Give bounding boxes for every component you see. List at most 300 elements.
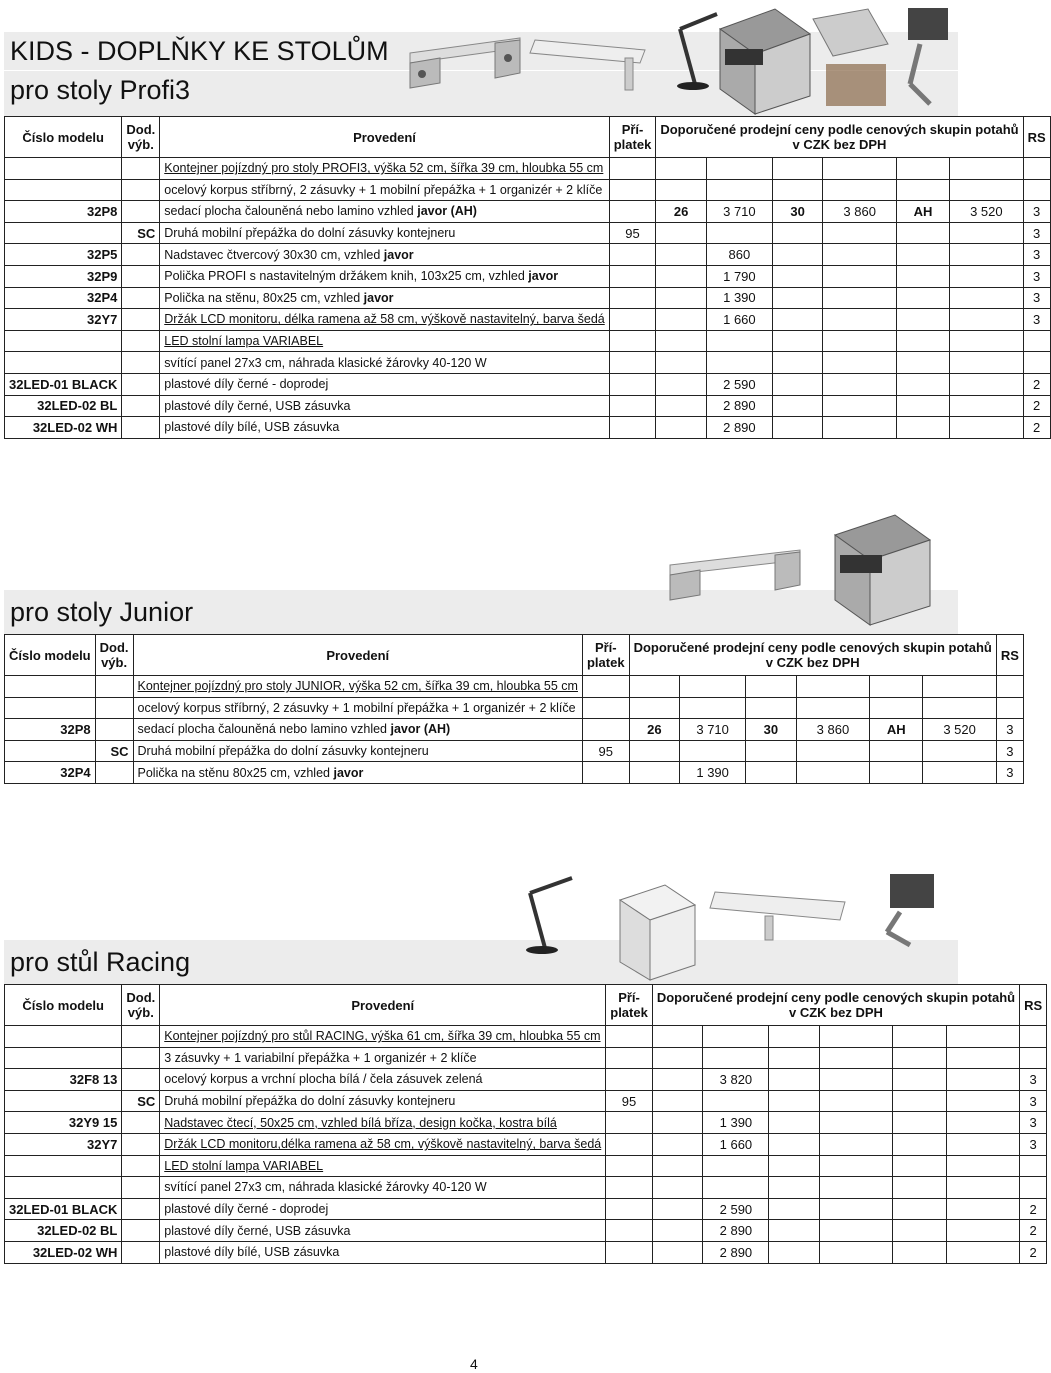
priplatek-value: [606, 1112, 653, 1134]
description: Nadstavec čtvercový 30x30 cm, vzhled javor: [160, 244, 609, 266]
price-cell: [769, 1198, 820, 1220]
priplatek-value: [606, 1177, 653, 1199]
col-header-priplatek: [606, 985, 653, 1026]
price-2: 3 860: [823, 201, 896, 223]
description-finish: javor: [528, 269, 559, 284]
price-cell: [772, 395, 823, 417]
rs-value: [1020, 1026, 1047, 1048]
price-cell: [950, 222, 1023, 244]
rs-value: [1020, 1177, 1047, 1199]
rs-value: [1023, 330, 1050, 352]
description-finish: javor: [363, 290, 394, 305]
description-text: Druhá mobilní přepážka do dolní zásuvky kontejneru: [137, 744, 429, 759]
col-header-priplatek-line2: platek: [610, 1005, 648, 1020]
rs-value: 2: [1023, 373, 1050, 395]
model-code: 32P9: [5, 265, 122, 287]
price-cell: [769, 1090, 820, 1112]
col-header-dod-line2: výb.: [127, 1005, 154, 1020]
monitor-arm-image: [890, 4, 958, 114]
priplatek-value: [609, 395, 656, 417]
price: [703, 1177, 769, 1199]
rs-value: 3: [1023, 309, 1050, 331]
table-row: [5, 417, 1051, 439]
price-cell: [823, 395, 896, 417]
dod-value: [122, 417, 160, 439]
price-cell: [870, 762, 923, 784]
price-group-1: 26: [656, 201, 707, 223]
price-cell: [893, 1090, 946, 1112]
price-cell: [656, 417, 707, 439]
rs-value: [1023, 352, 1050, 374]
table-row: [5, 244, 1051, 266]
description-text: plastové díly černé - doprodej: [164, 377, 329, 392]
price-group-3: AH: [896, 201, 949, 223]
price-cell: [772, 330, 823, 352]
model-code: 32LED-02 WH: [5, 417, 122, 439]
price-cell: [819, 1241, 892, 1263]
dod-value: [95, 762, 133, 784]
price-cell: [652, 1069, 703, 1091]
container-image: [820, 510, 940, 635]
table-row: [5, 1155, 1047, 1177]
col-header-rs: RS: [1023, 117, 1050, 158]
price-cell: [896, 352, 949, 374]
price: 1 790: [706, 265, 772, 287]
priplatek-value: [609, 330, 656, 352]
col-header-dod: [95, 635, 133, 676]
price-cell: [772, 287, 823, 309]
col-header-priplatek-line2: platek: [586, 655, 625, 670]
description-text: Držák LCD monitoru, délka ramena až 58 cm, výškově nastavitelný, barva šedá: [164, 312, 605, 327]
price-cell: [746, 740, 797, 762]
col-header-dod: [122, 117, 160, 158]
price-cell: [796, 697, 869, 719]
price: 1 390: [703, 1112, 769, 1134]
priplatek-value: [609, 287, 656, 309]
col-header-dod-line1: Dod.: [126, 122, 156, 137]
table-row: [5, 265, 1051, 287]
description: [133, 676, 582, 698]
table-row: [5, 740, 1024, 762]
price-cell: [652, 1112, 703, 1134]
price-cell: [769, 1112, 820, 1134]
description-text: plastové díly černé, USB zásuvka: [164, 1223, 351, 1238]
price-cell: [629, 676, 680, 698]
price-cell: [656, 287, 707, 309]
price-cell: [870, 740, 923, 762]
dod-value: [122, 244, 160, 266]
price-cell: [819, 1220, 892, 1242]
description-finish: javor: [383, 247, 414, 262]
price-cell: [893, 1112, 946, 1134]
priplatek-value: 95: [609, 222, 656, 244]
priplatek-value: [609, 201, 656, 223]
model-code: 32LED-02 WH: [5, 1241, 122, 1263]
table-row: [5, 373, 1051, 395]
price: 2 590: [706, 373, 772, 395]
price-cell: [656, 222, 707, 244]
price-cell: [896, 330, 949, 352]
section-title-racing: [4, 940, 958, 984]
priplatek-value: [609, 417, 656, 439]
price-cell: [923, 740, 996, 762]
reading-stand-image: [525, 28, 655, 94]
model-code: [5, 352, 122, 374]
col-header-dod-line2: výb.: [101, 655, 128, 670]
price-cell: [796, 762, 869, 784]
price-cell: [769, 1047, 820, 1069]
price-cell: [946, 1241, 1019, 1263]
dod-value: [122, 1198, 160, 1220]
model-code: [5, 1047, 122, 1069]
price-cell: [772, 352, 823, 374]
price-cell: [896, 179, 949, 201]
price-cell: [923, 676, 996, 698]
price-1: 3 710: [680, 719, 746, 741]
description: sedací plocha čalouněná nebo lamino vzhled javor (AH): [160, 201, 609, 223]
container-image: [705, 4, 815, 124]
dod-value: [122, 287, 160, 309]
priplatek-value: [606, 1198, 653, 1220]
price-cell: [950, 417, 1023, 439]
col-header-price-line2: v CZK bez DPH: [789, 1005, 883, 1020]
table-row: [5, 1241, 1047, 1263]
table-row: [5, 1047, 1047, 1069]
price-cell: [819, 1155, 892, 1177]
price-cell: [746, 697, 797, 719]
price-cell: [950, 395, 1023, 417]
price-cell: [896, 244, 949, 266]
price-cell: [656, 373, 707, 395]
price: [706, 179, 772, 201]
price-cell: [772, 417, 823, 439]
description-text: Druhá mobilní přepážka do dolní zásuvky kontejneru: [164, 226, 456, 241]
description-text: Kontejner pojízdný pro stoly PROFI3, výška 52 cm, šířka 39 cm, hloubka 55 cm: [164, 161, 604, 176]
model-code: 32LED-01 BLACK: [5, 1198, 122, 1220]
price-cell: [896, 417, 949, 439]
col-header-provedeni: Provedení: [160, 117, 609, 158]
price: 860: [706, 244, 772, 266]
col-header-provedeni: Provedení: [160, 985, 606, 1026]
price-cell: [823, 352, 896, 374]
price-cell: [946, 1112, 1019, 1134]
model-code: 32Y7: [5, 309, 122, 331]
price-cell: [950, 244, 1023, 266]
model-code: [5, 740, 96, 762]
description: Polička PROFI s nastavitelným držákem knih, 103x25 cm, vzhled javor: [160, 265, 609, 287]
price-group-1: 26: [629, 719, 680, 741]
col-header-dod: [122, 985, 160, 1026]
price: 3 820: [703, 1069, 769, 1091]
price: [680, 697, 746, 719]
price-cell: [893, 1047, 946, 1069]
price-cell: [896, 222, 949, 244]
rs-value: [1020, 1047, 1047, 1069]
price-cell: [823, 179, 896, 201]
description: [160, 1047, 606, 1069]
price-table-junior: [4, 634, 1024, 784]
section-heading: pro stoly Junior: [10, 597, 194, 627]
price: 1 660: [703, 1133, 769, 1155]
section-heading: pro stoly Profi3: [10, 75, 191, 105]
price-cell: [629, 697, 680, 719]
rs-value: 3: [1023, 201, 1050, 223]
rs-value: [1020, 1155, 1047, 1177]
description: [160, 309, 609, 331]
description-text: LED stolní lampa VARIABEL: [164, 334, 324, 349]
table-header-row: [5, 985, 1047, 1026]
chair-top-image: [808, 4, 893, 114]
description-text: Držák LCD monitoru,délka ramena až 58 cm, výškově nastavitelný, barva šedá: [164, 1137, 602, 1152]
rs-value: 3: [1023, 244, 1050, 266]
description: [160, 179, 609, 201]
price: [703, 1155, 769, 1177]
description-text: plastové díly bílé, USB zásuvka: [164, 420, 340, 435]
priplatek-value: [609, 373, 656, 395]
model-code: 32LED-02 BL: [5, 1220, 122, 1242]
price-cell: [950, 330, 1023, 352]
dod-value: [122, 201, 160, 223]
col-header-dod-line1: Dod.: [126, 990, 156, 1005]
model-code: [5, 1026, 122, 1048]
price-cell: [823, 222, 896, 244]
table-row: [5, 1198, 1047, 1220]
price: [703, 1047, 769, 1069]
price-cell: [629, 740, 680, 762]
description-finish: javor (AH): [390, 722, 451, 737]
price-cell: [769, 1069, 820, 1091]
table-row: [5, 1112, 1047, 1134]
price-cell: [769, 1133, 820, 1155]
priplatek-value: [582, 676, 629, 698]
description-text: ocelový korpus stříbrný, 2 zásuvky + 1 mobilní přepážka + 1 organizér + 2 klíče: [164, 182, 603, 197]
price-cell: [796, 676, 869, 698]
price-table-profi3: [4, 116, 1051, 439]
dod-value: [122, 1177, 160, 1199]
lamp-image: [500, 868, 580, 958]
price-cell: [652, 1177, 703, 1199]
dod-value: [95, 697, 133, 719]
price-cell: [819, 1069, 892, 1091]
model-code: 32LED-02 BL: [5, 395, 122, 417]
price-cell: [629, 762, 680, 784]
price-cell: [656, 265, 707, 287]
price-cell: [652, 1047, 703, 1069]
table-row: [5, 222, 1051, 244]
description: [160, 1026, 606, 1048]
price: [706, 330, 772, 352]
col-header-priplatek-line1: Pří-: [618, 990, 640, 1005]
price-cell: [652, 1026, 703, 1048]
dod-value: [122, 352, 160, 374]
price: [703, 1090, 769, 1112]
price-cell: [769, 1177, 820, 1199]
price: 2 890: [703, 1220, 769, 1242]
description-text: svítící panel 27x3 cm, náhrada klasické žárovky 40-120 W: [164, 355, 487, 370]
col-header-provedeni: Provedení: [133, 635, 582, 676]
col-header-model: Číslo modelu: [5, 635, 96, 676]
section-heading: pro stůl Racing: [10, 947, 191, 977]
priplatek-value: [606, 1026, 653, 1048]
price-cell: [746, 762, 797, 784]
description-text: plastové díly černé, USB zásuvka: [164, 398, 351, 413]
price-cell: [772, 265, 823, 287]
description: [160, 1133, 606, 1155]
dod-value: SC: [122, 222, 160, 244]
price-cell: [769, 1155, 820, 1177]
price-cell: [950, 352, 1023, 374]
price-cell: [656, 352, 707, 374]
model-code: [5, 179, 122, 201]
rs-value: [1023, 158, 1050, 180]
priplatek-value: [609, 158, 656, 180]
col-header-model: Číslo modelu: [5, 985, 122, 1026]
description: [160, 395, 609, 417]
price-cell: [652, 1220, 703, 1242]
description: sedací plocha čalouněná nebo lamino vzhled javor (AH): [133, 719, 582, 741]
shelf-bracket-image: [660, 540, 810, 600]
price-cell: [870, 676, 923, 698]
price: [703, 1026, 769, 1048]
dod-value: [122, 1220, 160, 1242]
table-row: [5, 1177, 1047, 1199]
price-cell: [823, 287, 896, 309]
price-cell: [896, 158, 949, 180]
price: 1 660: [706, 309, 772, 331]
col-header-price-line2: v CZK bez DPH: [765, 655, 860, 670]
page-title: KIDS - DOPLŇKY KE STOLŮM: [10, 36, 389, 66]
dod-value: [122, 1026, 160, 1048]
dod-value: [122, 265, 160, 287]
price-3: 3 520: [950, 201, 1023, 223]
price-cell: [819, 1090, 892, 1112]
col-header-rs: RS: [996, 635, 1023, 676]
dod-value: SC: [122, 1090, 160, 1112]
table-header-row: [5, 635, 1024, 676]
rs-value: 2: [1023, 417, 1050, 439]
dod-value: [122, 373, 160, 395]
price-cell: [772, 179, 823, 201]
model-code: 32P4: [5, 762, 96, 784]
price-cell: [652, 1198, 703, 1220]
priplatek-value: [609, 244, 656, 266]
priplatek-value: [582, 697, 629, 719]
priplatek-value: [606, 1047, 653, 1069]
price: 2 590: [703, 1198, 769, 1220]
price-cell: [769, 1220, 820, 1242]
price-cell: [652, 1133, 703, 1155]
price-cell: [950, 158, 1023, 180]
price-cell: [652, 1155, 703, 1177]
rs-value: 2: [1020, 1220, 1047, 1242]
price: [706, 352, 772, 374]
description-text: Druhá mobilní přepážka do dolní zásuvky kontejneru: [164, 1094, 456, 1109]
price-cell: [896, 373, 949, 395]
price-cell: [946, 1220, 1019, 1242]
price: [706, 222, 772, 244]
price-cell: [946, 1177, 1019, 1199]
table-row: [5, 330, 1051, 352]
price-2: 3 860: [796, 719, 869, 741]
rs-value: 2: [1020, 1198, 1047, 1220]
table-row: [5, 395, 1051, 417]
description-text: svítící panel 27x3 cm, náhrada klasické žárovky 40-120 W: [164, 1180, 487, 1195]
col-header-dod-line1: Dod.: [99, 640, 129, 655]
description-finish: javor (AH): [417, 204, 477, 219]
description: [160, 1220, 606, 1242]
rs-value: 3: [1023, 222, 1050, 244]
table-row: [5, 309, 1051, 331]
description-text: LED stolní lampa VARIABEL: [164, 1158, 324, 1173]
price-cell: [946, 1155, 1019, 1177]
col-header-price: [629, 635, 996, 676]
rs-value: 3: [996, 762, 1023, 784]
price-cell: [946, 1198, 1019, 1220]
table-row: [5, 676, 1024, 698]
priplatek-value: 95: [606, 1090, 653, 1112]
model-code: 32LED-01 BLACK: [5, 373, 122, 395]
priplatek-value: [606, 1220, 653, 1242]
table-row: [5, 179, 1051, 201]
price-cell: [769, 1026, 820, 1048]
model-code: [5, 697, 96, 719]
price-cell: [656, 330, 707, 352]
description: [160, 373, 609, 395]
description: [160, 158, 609, 180]
page-number: 4: [470, 1356, 478, 1372]
price-cell: [796, 740, 869, 762]
price: 1 390: [680, 762, 746, 784]
price-cell: [772, 309, 823, 331]
price-cell: [819, 1133, 892, 1155]
description: [160, 1112, 606, 1134]
price-cell: [769, 1241, 820, 1263]
rs-value: 3: [1020, 1112, 1047, 1134]
price-cell: [896, 265, 949, 287]
description-text: 3 zásuvky + 1 variabilní přepážka + 1 organizér + 2 klíče: [164, 1050, 477, 1065]
price-cell: [819, 1047, 892, 1069]
price-cell: [819, 1112, 892, 1134]
rs-value: [996, 697, 1023, 719]
price-cell: [950, 265, 1023, 287]
price-cell: [950, 287, 1023, 309]
col-header-price-line1: Doporučené prodejní ceny podle cenových skupin potahů: [660, 122, 1019, 137]
col-header-priplatek-line1: Pří-: [594, 640, 617, 655]
col-header-price-line2: v CZK bez DPH: [792, 137, 887, 152]
description-text: Nadstavec čtecí, 50x25 cm, vzhled bílá bříza, design kočka, kostra bílá: [164, 1115, 557, 1130]
price-cell: [896, 309, 949, 331]
description: [160, 330, 609, 352]
model-code: 32P5: [5, 244, 122, 266]
priplatek-value: [582, 762, 629, 784]
model-code: [5, 330, 122, 352]
price-cell: [772, 244, 823, 266]
price-cell: [772, 158, 823, 180]
rs-value: [1023, 179, 1050, 201]
price-cell: [823, 417, 896, 439]
description: [133, 740, 582, 762]
description-text: ocelový korpus a vrchní plocha bílá / čela zásuvek zelená: [164, 1072, 483, 1087]
model-code: [5, 1177, 122, 1199]
dod-value: [122, 330, 160, 352]
priplatek-value: [606, 1069, 653, 1091]
description-text: plastové díly bílé, USB zásuvka: [164, 1245, 340, 1260]
price-cell: [893, 1026, 946, 1048]
rs-value: 3: [1020, 1069, 1047, 1091]
rs-value: 3: [1020, 1090, 1047, 1112]
price-cell: [819, 1198, 892, 1220]
model-code: [5, 158, 122, 180]
